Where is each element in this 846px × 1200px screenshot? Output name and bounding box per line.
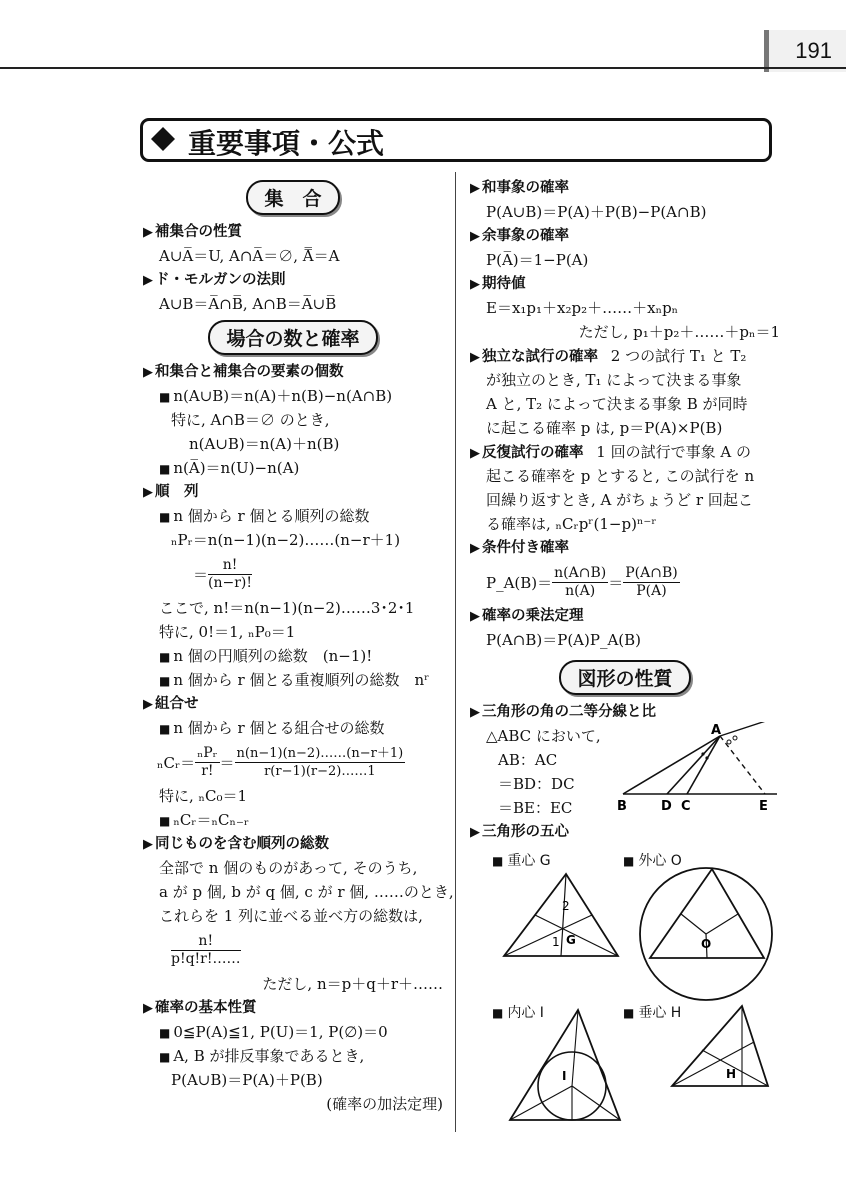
- ratio-1: 1: [552, 935, 560, 949]
- heading-union-count: ▶ 和集合と補集合の要素の個数: [143, 360, 443, 384]
- formula-comb-3: ■ ₙCᵣ＝ₙCₙ₋ᵣ: [143, 808, 443, 832]
- label-orthocenter: ■ 垂心 H: [623, 1002, 681, 1022]
- left-column: [143, 176, 454, 1116]
- bisector-figure: [615, 722, 785, 812]
- fraction: [208, 557, 252, 592]
- formula-repeat-1: 起こる確率を p とすると, この試行を n: [486, 467, 755, 485]
- formula-prob-4: (確率の加法定理): [326, 1095, 443, 1113]
- heading-complement: ▶ 補集合の性質: [143, 220, 443, 244]
- heading-bisector: ▶ 三角形の角の二等分線と比: [470, 700, 780, 724]
- formula-prob-1: ■ 0≦P(A)≦1, P(U)＝1, P(∅)＝0: [143, 1020, 443, 1044]
- formula-comb-2: 特に, ₙC₀＝1: [159, 787, 248, 805]
- label-incenter: ■ 内心 I: [492, 1002, 544, 1022]
- heading-combination: ▶ 組合せ: [143, 692, 443, 716]
- header-rule: [0, 67, 846, 69]
- formula-comb-main: [143, 740, 443, 784]
- formula-indep-0: 2 つの試行 T₁ と T₂: [610, 347, 747, 365]
- formula-same-3: これらを 1 列に並べる並べ方の総数は,: [159, 907, 423, 925]
- heading-conditional: ▶ 条件付き確率: [470, 536, 780, 560]
- formula-perm-3: [143, 552, 443, 596]
- centroid-figure: [496, 870, 626, 970]
- page-number: 191: [795, 38, 832, 63]
- denominator: r!: [201, 762, 214, 779]
- numerator: ₙPᵣ: [197, 744, 218, 761]
- section-figures: 図形の性質: [559, 660, 690, 695]
- cond-lhs: P_A(B)＝: [486, 573, 553, 592]
- heading-comp-event: ▶ 余事象の確率: [470, 224, 780, 248]
- formula-expect-1: E＝x₁p₁＋x₂p₂＋……＋xₙpₙ: [486, 299, 679, 317]
- formula-perm-1: ■ n 個から r 個とる順列の総数: [143, 504, 443, 528]
- equals-sign: ＝: [608, 573, 624, 592]
- formula-repeat-0: 1 回の試行で事象 A の: [596, 443, 751, 461]
- section-counting: 場合の数と確率: [208, 320, 377, 355]
- formula-perm-2: ₙPᵣ＝n(n−1)(n−2)……(n−r＋1): [171, 531, 401, 549]
- numerator: P(A∩B): [625, 564, 678, 581]
- fraction: [235, 745, 406, 780]
- fraction: [623, 565, 679, 600]
- label-centroid: ■ 重心 G: [492, 850, 551, 870]
- formula-repeat-2: 回繰り返すとき, A がちょうど r 回起こ: [486, 491, 753, 509]
- formula-bis-3: ＝BD：DC: [498, 775, 575, 793]
- label-A: A: [711, 723, 722, 738]
- formula-comp-event: P(A̅)＝1−P(A): [486, 251, 589, 269]
- formula-bis-4: ＝BE：EC: [498, 799, 573, 817]
- formula-same-frac: [143, 928, 443, 972]
- numerator: n!: [171, 933, 241, 951]
- formula-bis-2: AB：AC: [498, 751, 558, 769]
- formula-same-2: a が p 個, b が q 個, c が r 個, ……のとき,: [159, 883, 454, 901]
- formula-demorgan: A∪B＝A̅∩B̅, A∩B＝A̅∪B̅: [159, 295, 337, 313]
- label-O: O: [701, 937, 712, 951]
- numerator: n(A∩B): [554, 564, 607, 581]
- formula-expect-2: ただし, p₁＋p₂＋……＋pₙ＝1: [578, 323, 780, 341]
- formula-prob-2: ■ A, B が排反事象であるとき,: [143, 1044, 443, 1068]
- numerator: n!: [208, 557, 252, 575]
- denominator: r(r−1)(r−2)……1: [264, 763, 376, 779]
- denominator: P(A): [636, 582, 667, 599]
- formula-multiplication: P(A∩B)＝P(A)P_A(B): [486, 631, 642, 649]
- formula-comb-1: ■ n 個から r 個とる組合せの総数: [143, 716, 443, 740]
- denominator: n(A): [565, 582, 596, 599]
- comb-lhs: ₙCᵣ＝: [157, 753, 196, 772]
- label-D: D: [661, 799, 672, 812]
- denominator: p!q!r!……: [171, 950, 241, 967]
- formula-indep-3: に起こる確率 p は, p＝P(A)×P(B): [486, 419, 723, 437]
- formula-union-2: 特に, A∩B＝∅ のとき,: [171, 411, 330, 429]
- heading-demorgan: ▶ ド・モルガンの法則: [143, 268, 443, 292]
- label-B: B: [617, 799, 627, 812]
- formula-repeat-3: る確率は, ₙCᵣpʳ(1−p)ⁿ⁻ʳ: [486, 515, 657, 533]
- formula-same-4: ただし, n＝p＋q＋r＋……: [262, 975, 443, 993]
- diamond-icon: [150, 126, 176, 152]
- formula-complement: A∪A̅＝U, A∩A̅＝∅, A̿＝A: [159, 247, 340, 265]
- label-E: E: [759, 799, 768, 812]
- formula-perm-6: ■ n 個の円順列の総数 (n−1)!: [143, 644, 443, 668]
- incenter-figure: [504, 1008, 624, 1126]
- heading-same-items: ▶ 同じものを含む順列の総数: [143, 832, 443, 856]
- formula-union-3: n(A∪B)＝n(A)＋n(B): [189, 435, 340, 453]
- fraction: [552, 565, 608, 600]
- equals-sign: ＝: [219, 753, 235, 772]
- formula-bis-1: △ABC において,: [486, 727, 601, 745]
- formula-perm-4: ここで, n!＝n(n−1)(n−2)……3･2･1: [159, 599, 415, 617]
- numerator: n(n−1)(n−2)……(n−r＋1): [236, 745, 404, 761]
- heading-permutation: ▶ 順 列: [143, 480, 443, 504]
- equals-sign: ＝: [193, 565, 209, 584]
- fraction: [195, 745, 219, 780]
- formula-perm-7: ■ n 個から r 個とる重複順列の総数 nʳ: [143, 668, 443, 692]
- ratio-2: 2: [562, 899, 570, 913]
- section-sets: 集 合: [246, 180, 339, 215]
- label-H: H: [726, 1067, 737, 1081]
- label-C: C: [681, 799, 691, 812]
- repeat-row: [470, 440, 780, 464]
- formula-prob-3: P(A∪B)＝P(A)＋P(B): [171, 1071, 323, 1089]
- formula-perm-5: 特に, 0!＝1, ₙP₀＝1: [159, 623, 296, 641]
- formula-union-4: ■ n(A̅)＝n(U)−n(A): [143, 456, 443, 480]
- column-divider: [455, 172, 456, 1132]
- orthocenter-figure: [664, 1002, 776, 1090]
- indep-row: [470, 344, 780, 368]
- label-G: G: [566, 933, 576, 947]
- fraction: [171, 933, 241, 968]
- heading-five-centers: ▶ 三角形の五心: [470, 820, 780, 844]
- heading-sum-event: ▶ 和事象の確率: [470, 176, 780, 200]
- formula-same-1: 全部で n 個のものがあって, そのうち,: [159, 859, 418, 877]
- heading-multiplication: ▶ 確率の乗法定理: [470, 604, 780, 628]
- heading-prob-basic: ▶ 確率の基本性質: [143, 996, 443, 1020]
- formula-sum-event: P(A∪B)＝P(A)＋P(B)−P(A∩B): [486, 203, 707, 221]
- page-title: 重要事項・公式: [188, 127, 385, 160]
- heading-expectation: ▶ 期待値: [470, 272, 780, 296]
- heading-repeated: ▶ 反復試行の確率: [470, 445, 584, 461]
- denominator: (n−r)!: [208, 574, 253, 591]
- formula-indep-1: が独立のとき, T₁ によって決まる事象: [486, 371, 742, 389]
- circumcenter-figure: [634, 866, 780, 1002]
- formula-conditional: [470, 560, 780, 604]
- formula-union-1: ■ n(A∪B)＝n(A)＋n(B)−n(A∩B): [143, 384, 443, 408]
- label-I: I: [562, 1069, 567, 1083]
- formula-indep-2: A と, T₂ によって決まる事象 B が同時: [486, 395, 748, 413]
- label-circumcenter: ■ 外心 O: [623, 850, 682, 870]
- heading-independent: ▶ 独立な試行の確率: [470, 349, 598, 365]
